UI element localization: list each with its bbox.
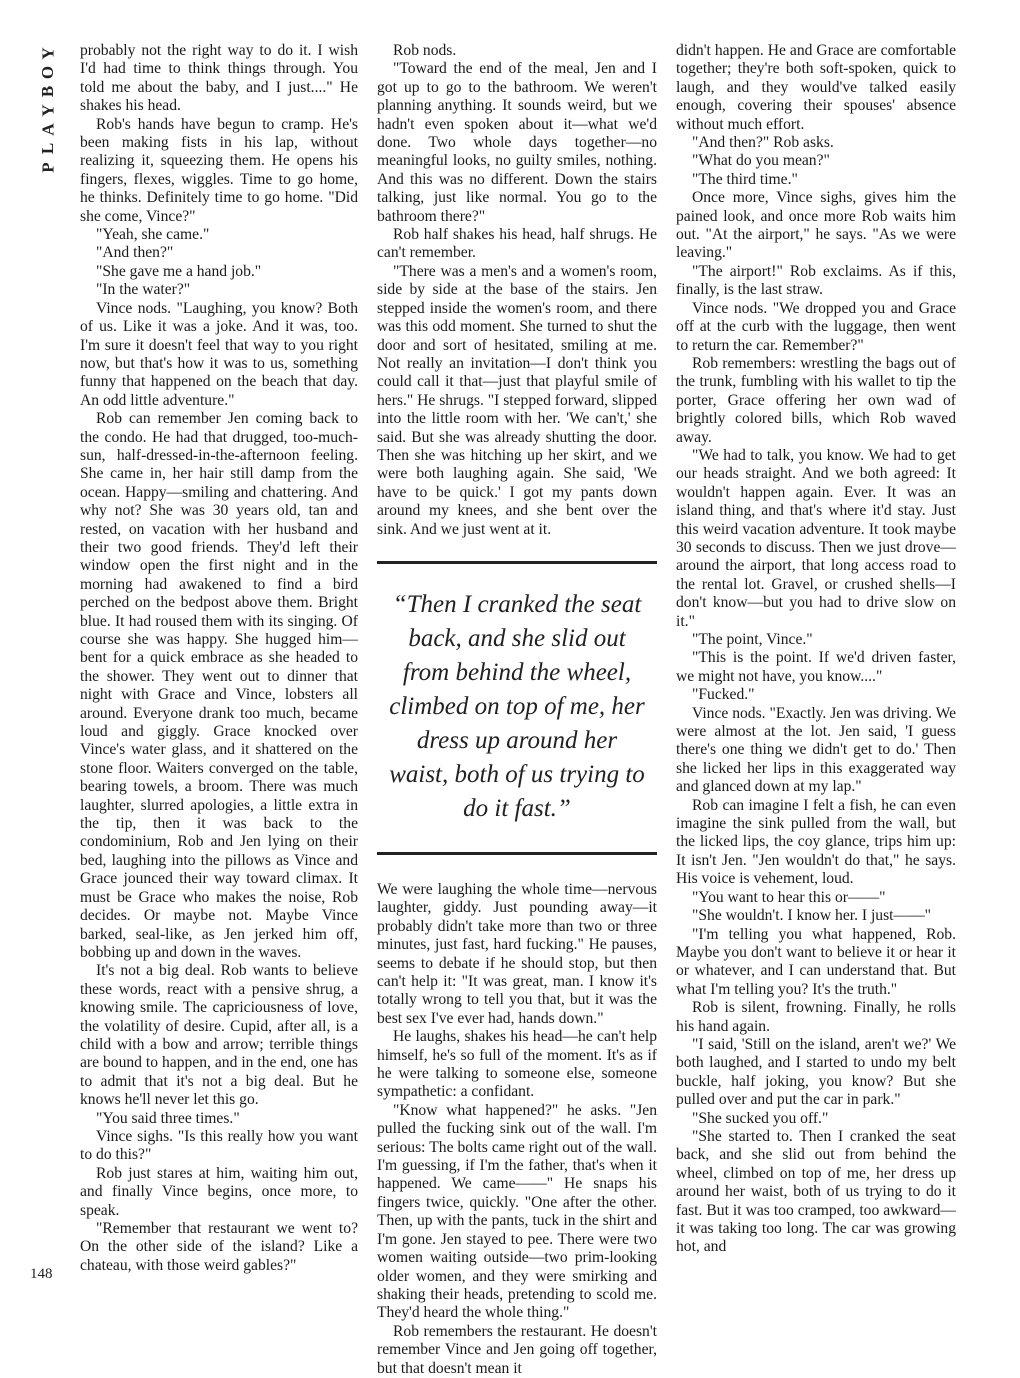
brand-letter: O [38, 65, 58, 80]
text-column-3 [676, 42, 956, 1257]
paragraph: "And then?" Rob asks. [692, 134, 834, 152]
page-number: 148 [30, 1266, 53, 1282]
pull-quote: “Then I cranked the seat back, and she slid out from behind the wheel, climbed on top of me, her dress up around her waist, both of us trying to do it fast.” [377, 561, 657, 855]
paragraph: "She sucked you off." [692, 1109, 829, 1127]
paragraph: "The third time." [692, 170, 798, 188]
paragraph: Rob half shakes his head, half shrugs. He can't remember. [377, 226, 657, 262]
paragraph: Once more, Vince sighs, gives him the pained look, and once more Rob waits him out. "At the airport," he says. "As we were leaving." [676, 189, 956, 262]
paragraph: "Remember that restaurant we went to? On the other side of the island? Like a chateau, with those weird gables?" [80, 1220, 358, 1274]
paragraph: Rob nods. [393, 42, 457, 59]
brand-letter: Y [38, 47, 58, 60]
paragraph: "I said, 'Still on the island, aren't we?' We both laughed, and I started to undo my belt buckle, half joking, you know? But she pulled over and put the car in park." [676, 1035, 956, 1109]
paragraph: "You want to hear this or——" [692, 888, 886, 906]
paragraph: Rob remembers: wrestling the bags out of the trunk, fumbling with his wallet to tip the porter, Grace offering her own wad of brightly colored bills, which Rob waved away. [676, 354, 956, 446]
paragraph: Vince nods. "We dropped you and Grace off at the curb with the luggage, then went to return the car. Remember?" [676, 299, 956, 354]
brand-letter: P [38, 162, 58, 173]
brand-letter: L [38, 142, 58, 155]
paragraph: "Toward the end of the meal, Jen and I got up to go to the bathroom. We weren't planning anything. It sounds weird, but we hadn't even spoken about it—what we'd done. Two whole days together—no meaningful looks, no guilty smiles, nothing. And this was no different. Down the stairs talking, just like normal. You go to the bathroom there?" [377, 60, 657, 225]
paragraph: "Fucked." [692, 686, 755, 704]
paragraph: "There was a men's and a women's room, side by side at the base of the stairs. Jen stepped inside the women's room, and there was this odd moment. She turned to shut the door and sort of hesitated, smiling at me. Not really an invitation—I don't think you could call it that—just that playful smile of hers." He shrugs. "I stepped forward, slipped into the little room with her. 'We can't,' she said. But she was already shutting the door. Then she was hitching up her skirt, and we were both laughing again. She said, 'We have to be quick.' I got my pants down around my knees, and she bent over the sink. And we just went at it. [377, 262, 657, 538]
brand-letter: Y [38, 104, 58, 117]
paragraph: didn't happen. He and Grace are comfortable together; they're both soft-spoken, quick to laugh, and they would've talked easily enough, covering their spouses' absence without much effort. [676, 42, 956, 133]
paragraph: "Know what happened?" he asks. "Jen pulled the fucking sink out of the wall. I'm serious: The bolts came right out of the wall. I'm guessing, if I'm the father, that's when it happened. We came——" He snaps his fingers twice, quickly. "One after the other. Then, up with the pants, tuck in the shirt and I'm gone. Jen stayed to pee. There were two women waiting outside—two prim-looking older women, and they were smirking and shaking their heads, pretending to scold me. They'd heard the whole thing." [377, 1101, 657, 1322]
paragraph: "She started to. Then I cranked the seat back, and she slid out from behind the wheel, climbed on top of me, her dress up around her waist, both of us trying to do it fast. But it was too cramped, too awkward—it was taking too long. The car was growing hot, and [676, 1127, 956, 1256]
paragraph: "What do you mean?" [692, 152, 830, 170]
paragraph: It's not a big deal. Rob wants to believe these words, react with a pensive shrug, a knowing smile. The capriciousness of love, the volatility of desire. Cupid, after all, is a child with a bow and arrow; terrible things are bound to happen, and in the end, one has to admit that it's not a big deal. But he knows he'll never let this go. [80, 962, 358, 1109]
paragraph: "Yeah, she came." [96, 226, 210, 244]
paragraph: "You said three times." [96, 1109, 240, 1127]
paragraph: "She gave me a hand job." [96, 262, 262, 280]
paragraph: Rob just stares at him, waiting him out, and finally Vince begins, once more, to speak. [80, 1164, 358, 1219]
paragraph: "And then?" [96, 244, 174, 262]
paragraph: Rob can remember Jen coming back to the condo. He had that drugged, too-much-sun, half-dressed-in-the-afternoon feeling. She came in, her hair still damp from the ocean. Happy—smiling and chattering. And why not? She was 30 years old, tan and rested, on vacation with her husband and their two good friends. They'd left their window open the first night and in the morning had awakened to find a bird perched on the bedpost above them. Bright blue. It had roused them with its singing. Of course she was happy. She hugged him—bent for a quick embrace as she headed to the shower. They went out to dinner that night with Grace and Vince, lobsters all around. Everyone drank too much, became loud and giggly. Grace knocked over Vince's water glass, and it shattered on the stone floor. Waiters converged on the table, bearing towels, a broom. There was much laughter, slurred apologies, a little extra in the tip, then it was back to the condominium, Rob and Jen lying on their bed, laughing into the pillows as Vince and Grace jounced their way toward climax. It must be Grace who makes the noise, Rob decides. Or maybe not. Maybe Vince barked, seal-like, as Jen jerked him off, bobbing up and down in the waves. [80, 410, 358, 961]
paragraph: Vince nods. "Laughing, you know? Both of us. Like it was a joke. And it was, too. I'm sure it doesn't feel that way to you right now, but that's how it was to us, something funny that happened on the beach that day. An odd little adventure." [80, 299, 358, 409]
paragraph: "In the water?" [96, 281, 191, 299]
paragraph: Rob's hands have begun to cramp. He's been making fists in his lap, without realizing it, squeezing them. He opens his fingers, flexes, wiggles. Time to go home, he thinks. Definitely time to go home. "Did she come, Vince?" [80, 115, 358, 225]
paragraph: Rob is silent, frowning. Finally, he rolls his hand again. [676, 999, 956, 1035]
brand-letter: B [38, 85, 58, 98]
text-column-1 [80, 42, 358, 1275]
paragraph: We were laughing the whole time—nervous laughter, giddy. Just pounding away—it probably didn't take more than two or three minutes, just fast, hard fucking." He pauses, seems to debate if he should stop, but then can't help it: "It was great, man. I know it's totally wrong to tell you that, but it was the best sex I've ever had, hands down." [377, 880, 657, 1027]
paragraph: Vince nods. "Exactly. Jen was driving. We were almost at the lot. Jen said, 'I guess there's one thing we didn't get to do.' Then she licked her lips in this exaggerated way and glanced down at my lap." [676, 704, 957, 796]
paragraph: "She wouldn't. I know her. I just——" [692, 907, 932, 925]
paragraph: "This is the point. If we'd driven faster, we might not have, you know...." [676, 649, 956, 685]
paragraph: Vince sighs. "Is this really how you want to do this?" [80, 1127, 358, 1164]
paragraph: Rob can imagine I felt a fish, he can even imagine the sink pulled from the wall, but the licked lips, the coy glance, trips him up: It isn't Jen. "Jen wouldn't do that," he says. His voice is vehement, loud. [676, 796, 956, 888]
paragraph: "We had to talk, you know. We had to get our heads straight. And we both agreed: It wouldn't happen again. Ever. It was an island thing, and that's where it'd stay. Just this weird vacation adventure. It took maybe 30 seconds to discuss. Then we just drove—around the airport, that long access road to the rental lot. Gravel, or crushed shells—I don't know—but you had to drive slow on it." [676, 446, 956, 630]
magazine-brand-vertical [30, 44, 66, 204]
paragraph: probably not the right way to do it. I wish I'd had time to think things through. You told me about the baby, and I just...." He shakes his head. [80, 42, 358, 115]
paragraph: "The airport!" Rob exclaims. As if this, finally, is the last straw. [676, 262, 956, 299]
paragraph: "I'm telling you what happened, Rob. Maybe you don't want to believe it or hear it or whatever, and I can understand that. But what I'm telling you? It's the truth." [676, 925, 956, 998]
text-column-2 [377, 42, 657, 1378]
paragraph: Rob remembers the restaurant. He doesn't remember Vince and Jen going off together, but that doesn't mean it [377, 1322, 657, 1377]
brand-letter: A [38, 123, 58, 136]
paragraph: "The point, Vince." [692, 631, 813, 648]
paragraph: He laughs, shakes his head—he can't help himself, he's so full of the moment. It's as if he were talking to someone else, someone sympathetic: a confidant. [377, 1028, 657, 1101]
